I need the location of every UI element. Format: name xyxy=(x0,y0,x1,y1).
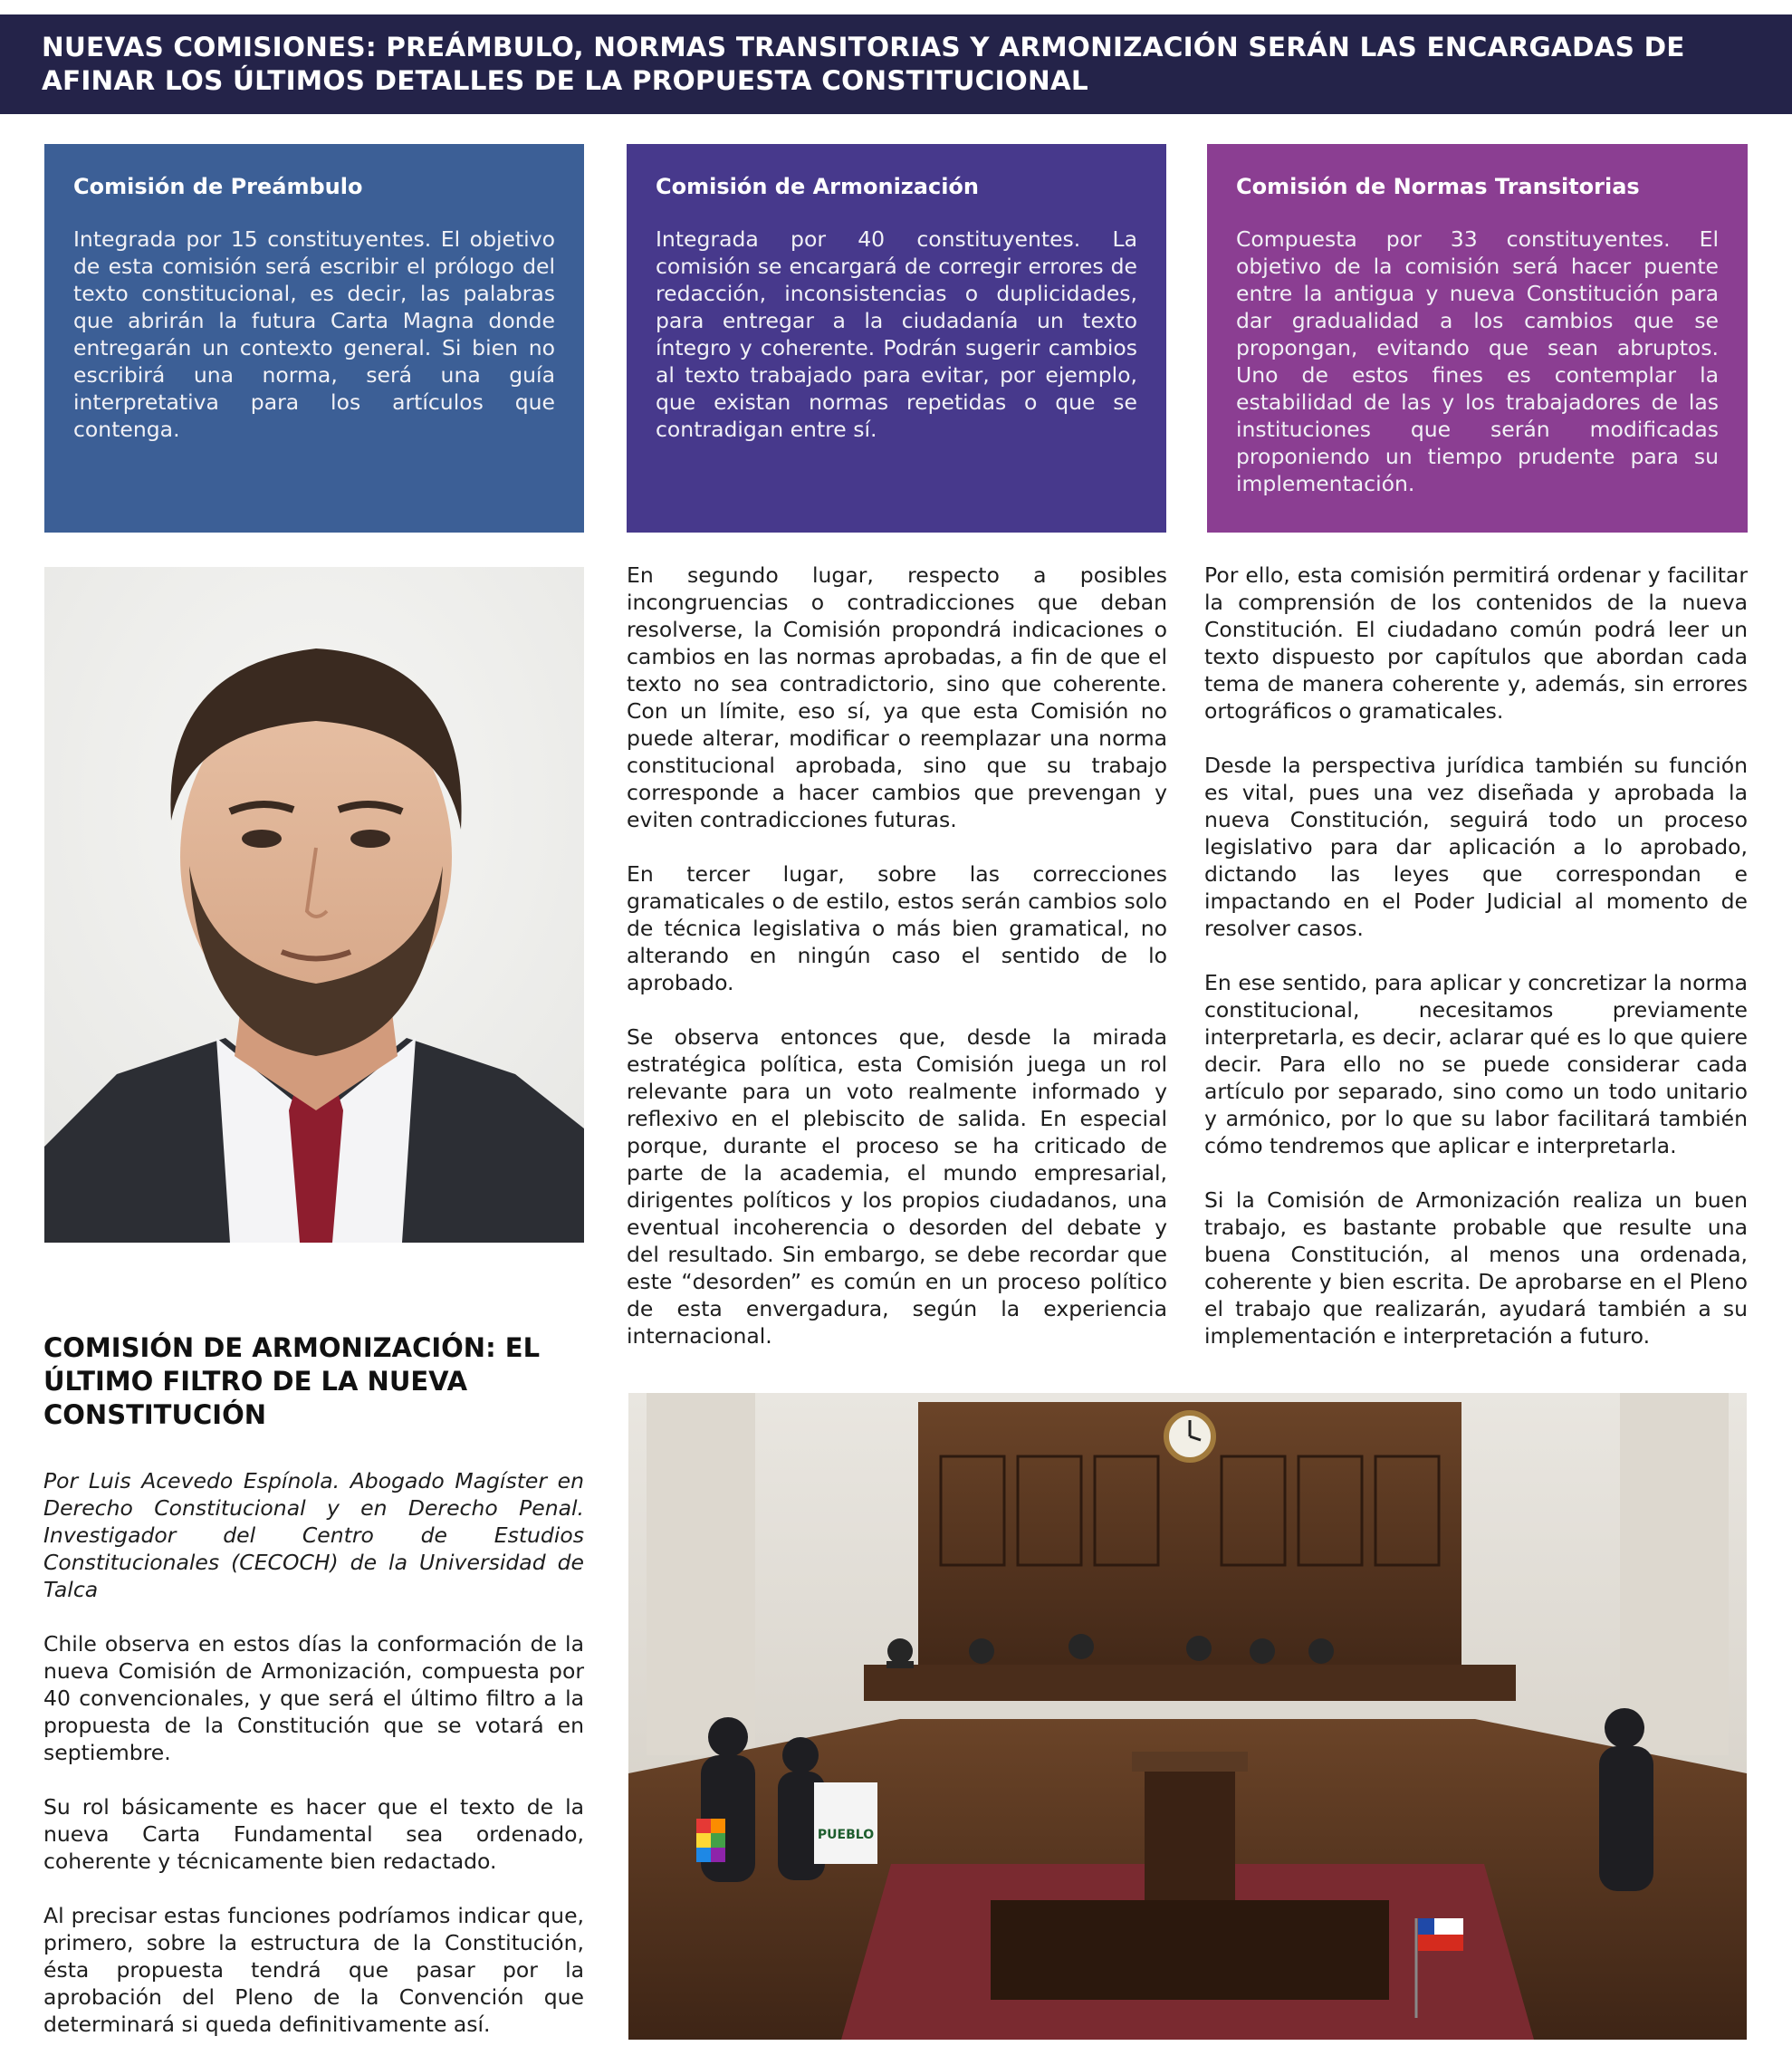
article-column-middle xyxy=(627,562,1167,1377)
author-portrait-photo xyxy=(44,567,584,1243)
pueblo-banner-text: PUEBLO xyxy=(817,1828,875,1842)
article-column-left xyxy=(43,1630,584,2065)
page-title: NUEVAS COMISIONES: PREÁMBULO, NORMAS TRANSITORIAS Y ARMONIZACIÓN SERÁN LAS ENCARGADAS DE AFINAR LOS ÚLTIMOS DETALLES DE LA PROPUESTA CONSTITUCIONAL xyxy=(42,32,1685,96)
chamber-illustration xyxy=(628,1393,1747,2040)
paragraph: Chile observa en estos días la conformación de la nueva Comisión de Armonización, compuesta por 40 convencionales, y que será el último filtro a la propuesta de la Constitución que se votará en septiembre. xyxy=(43,1631,584,1765)
box-body: Integrada por 40 constituyentes. La comisión se encargará de corregir errores de redacción, inconsistencias o duplicidades, para entregar a la ciudadanía un texto íntegro y coherente. Podrán sugerir cambios al texto trabajado para evitar, por ejemplo, que existan normas repetidas o que se contradigan entre sí. xyxy=(656,226,1137,442)
box-title: Comisión de Preámbulo xyxy=(73,174,363,199)
paragraph: En segundo lugar, respecto a posibles incongruencias o contradicciones que deban resolverse, la Comisión propondrá indicaciones o cambios en las normas aprobadas, a fin de que el texto no sea contradictorio, sino que coherente. Con un límite, eso sí, ya que esta Comisión no puede alterar, modificar o reemplazar una norma constitucional aprobada, sino que su trabajo corresponde a hacer cambios que prevengan y eviten contradicciones futuras. xyxy=(627,562,1167,832)
paragraph: Si la Comisión de Armonización realiza un buen trabajo, es bastante probable que resulte una buena Constitución, al menos una ordenada, coherente y bien escrita. De aprobarse en el Pleno el trabajo que realizarán, ayudará también a su implementación e interpretación a futuro. xyxy=(1204,1187,1748,1349)
box-comision-armonizacion xyxy=(627,144,1166,533)
paragraph: En tercer lugar, sobre las correcciones gramaticales o de estilo, estos serán cambios solo de técnica legislativa o más bien gramatical, no alterando en ningún caso el sentido de lo aprobado. xyxy=(627,861,1167,995)
paragraph: Su rol básicamente es hacer que el texto de la nueva Carta Fundamental sea ordenado, coherente y técnicamente bien redactado. xyxy=(43,1794,584,1874)
paragraph: Desde la perspectiva jurídica también su función es vital, pues una vez diseñada y aprobada la nueva Constitución, seguirá todo un proceso legislativo para dar aplicación a lo aprobado, dictando las leyes que correspondan e impactando en el Poder Judicial al momento de resolver casos. xyxy=(1204,753,1748,941)
box-body: Integrada por 15 constituyentes. El objetivo de esta comisión será escribir el prólogo del texto constitucional, es decir, las palabras que abrirán la futura Carta Magna donde entregarán un contexto general. Si bien no escribirá una norma, será una guía interpretativa para los artículos que contenga. xyxy=(73,226,555,442)
box-comision-normas-transitorias xyxy=(1207,144,1748,533)
portrait-illustration xyxy=(44,567,584,1243)
box-title: Comisión de Normas Transitorias xyxy=(1236,174,1640,199)
paragraph: Por ello, esta comisión permitirá ordenar y facilitar la comprensión de los contenidos de la nueva Constitución. El ciudadano común podrá leer un texto dispuesto por capítulos que abordan cada tema de manera coherente y, además, sin errores ortográficos o gramaticales. xyxy=(1204,562,1748,724)
paragraph: Se observa entonces que, desde la mirada estratégica política, esta Comisión juega un rol relevante para un voto realmente informado y reflexivo en el plebiscito de salida. En especial porque, durante el proceso se ha criticado de parte de la academia, el mundo empresarial, dirigentes políticos y los propios ciudadanos, una eventual incoherencia o desorden del debate y del resultado. Sin embargo, se debe recordar que este “desorden” es común en un proceso político de esta envergadura, según la experiencia internacional. xyxy=(627,1024,1167,1349)
box-body: Compuesta por 33 constituyentes. El objetivo de la comisión será hacer puente entre la antigua y nueva Constitución para dar gradualidad a los cambios que se propongan, evitando que sean abruptos. Uno de estos fines es contemplar la estabilidad de las y los trabajadores de las instituciones que serán modificadas proponiendo un tiempo prudente para su implementación. xyxy=(1236,226,1719,496)
article-column-right xyxy=(1204,562,1748,1377)
paragraph: En ese sentido, para aplicar y concretizar la norma constitucional, necesitamos previamente interpretarla, es decir, aclarar qué es lo que quiere decir. Para ello no se puede considerar cada artículo por separado, sino como un todo unitario y armónico, por lo que su labor facilitará también cómo tendremos que aplicar e interpretarla. xyxy=(1204,970,1748,1158)
box-comision-preambulo xyxy=(44,144,584,533)
article-byline: Por Luis Acevedo Espínola. Abogado Magíster en Derecho Constitucional y en Derecho Penal. Investigador del Centro de Estudios Constitucionales (CECOCH) de la Universidad de Talca xyxy=(43,1468,584,1602)
article-title: COMISIÓN DE ARMONIZACIÓN: EL ÚLTIMO FILTRO DE LA NUEVA CONSTITUCIÓN xyxy=(43,1332,541,1430)
paragraph: Al precisar estas funciones podríamos indicar que, primero, sobre la estructura de la Constitución, ésta propuesta tendrá que pasar por la aprobación del Pleno de la Convención que determinará si queda definitivamente así. xyxy=(43,1903,584,2037)
header-banner xyxy=(0,14,1792,114)
convention-chamber-photo xyxy=(628,1393,1747,2040)
box-title: Comisión de Armonización xyxy=(656,174,979,199)
